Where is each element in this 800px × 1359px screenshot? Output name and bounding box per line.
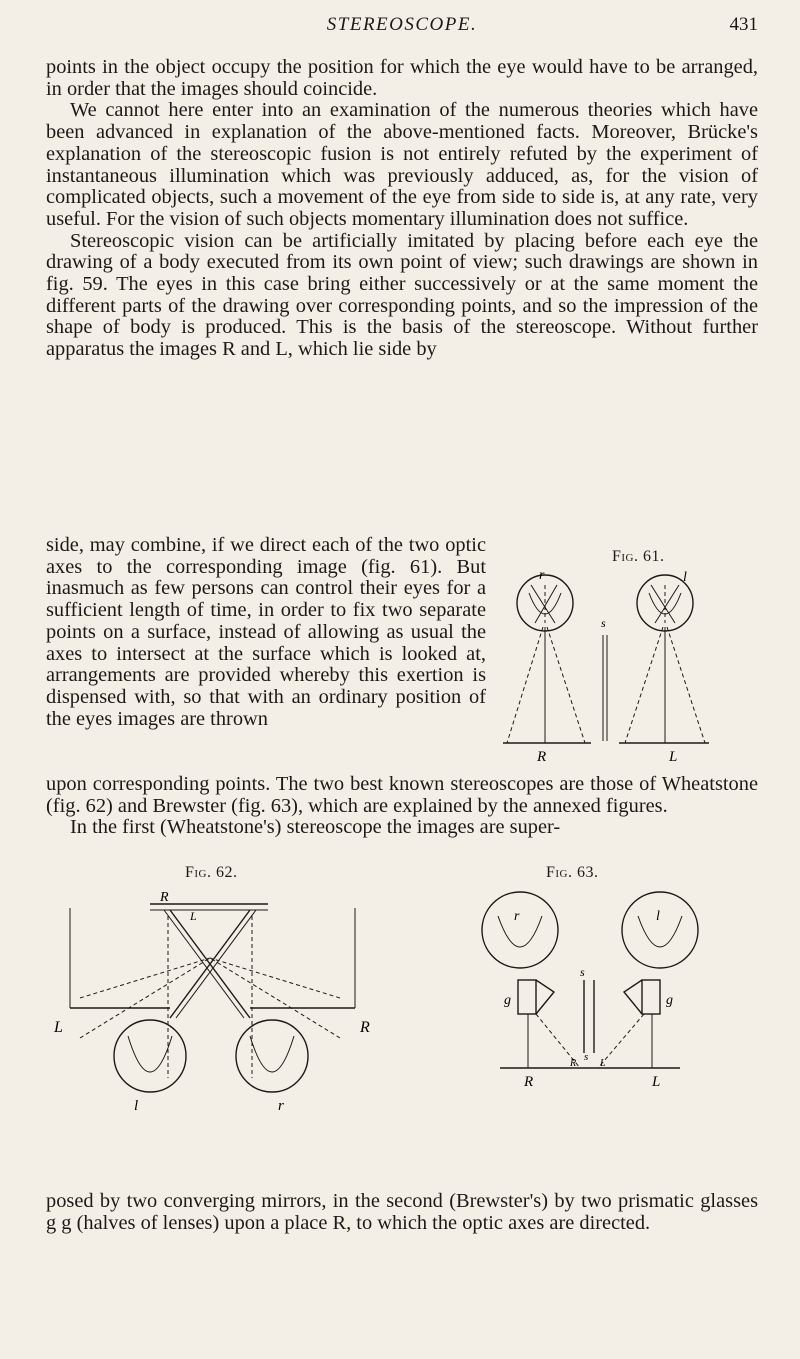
fig62-caption: Fig. 62.	[185, 864, 238, 881]
fig63-label-s-mid: s	[584, 1051, 589, 1063]
paragraph-3: Stereoscopic vision can be artificially imitated by placing before each eye the drawing of a body executed from its own point of view; such drawings are shown in fig. 59. The eyes in this case bring either successively or at the same moment the different parts of the drawing over corresponding points, and so the impression of the shape of body is produced. This is the basis of the stereoscope. Without further apparatus the images R and L, which lie side by	[46, 229, 758, 361]
page-number: 431	[729, 14, 758, 35]
paragraph-4-start: In the first (Wheatstone's) stereoscope the images are super-	[70, 816, 561, 839]
text-wrap-column	[46, 535, 486, 730]
fig63-label-s-top: s	[580, 965, 585, 979]
running-title: STEREOSCOPE.	[326, 14, 478, 35]
fig61-label-l: l	[683, 570, 687, 585]
fig61-diagram	[495, 565, 715, 765]
fig63-label-l: l	[656, 909, 660, 924]
fig62-label-L-top: L	[190, 909, 197, 923]
paragraph-4-end: posed by two converging mirrors, in the second (Brewster's) by two prismatic glasses g g (halves of lenses) upon a place R, to which the optic axes are directed.	[46, 1190, 758, 1234]
paragraph-3-wrap: side, may combine, if we direct each of the two optic axes to the corresponding image (fig. 61). But inasmuch as few persons can control their eyes for a sufficient length of time, in order to fix two separate points on a surface, instead of allowing as usual the axes to intersect at the surface which is looked at, arrangements are provided whereby this exertion is dispensed with, so that with an ordinary position of the eyes images are thrown	[46, 534, 486, 730]
fig61-label-R: R	[537, 749, 547, 765]
fig62-label-R-top: R	[160, 890, 169, 905]
fig62-label-r: r	[278, 1098, 284, 1114]
fig63-label-L-small: L	[600, 1058, 606, 1069]
fig61-label-L: L	[669, 749, 678, 765]
running-head	[46, 14, 758, 44]
fig63-caption: Fig. 63.	[546, 864, 599, 881]
fig62-label-R-side: R	[360, 1019, 370, 1036]
text-block-bottom	[46, 1191, 758, 1234]
fig63-label-r: r	[514, 909, 520, 924]
fig61-label-r: r	[539, 568, 545, 583]
paragraph-3-end: upon corresponding points. The two best known stereoscopes are those of Wheatstone (fig. 62) and Brewster (fig. 63), which are explained by the annexed figures.	[46, 773, 758, 817]
fig63-label-R: R	[524, 1074, 534, 1090]
fig62-diagram	[54, 888, 380, 1114]
text-block-middle	[46, 774, 758, 839]
fig63-label-L: L	[652, 1074, 661, 1090]
fig63-label-g-left: g	[504, 993, 511, 1008]
fig61-caption: Fig. 61.	[612, 548, 665, 565]
paragraph-2: We cannot here enter into an examination of the numerous theories which have been advanced in explanation of the above-mentioned facts. Moreover, Brücke's explanation of the stereoscopic fusion is not entirely refuted by the experiment of instantaneous illumination which was previously adduced, as, for the vision of complicated objects, such a movement of the eye from side to side is, at any rate, very useful. For the vision of such objects momentary illumination does not suffice.	[46, 99, 758, 230]
fig63-label-R-small: R	[570, 1058, 577, 1069]
fig63-diagram	[470, 888, 720, 1088]
fig63-label-g-right: g	[666, 993, 673, 1008]
text-block-top	[46, 57, 758, 361]
fig62-label-l: l	[134, 1098, 139, 1114]
paragraph-1: points in the object occupy the position for which the eye would have to be arranged, in order that the images should coincide.	[46, 56, 758, 100]
fig61-label-s: s	[601, 616, 606, 630]
fig62-label-L-side: L	[54, 1019, 63, 1036]
